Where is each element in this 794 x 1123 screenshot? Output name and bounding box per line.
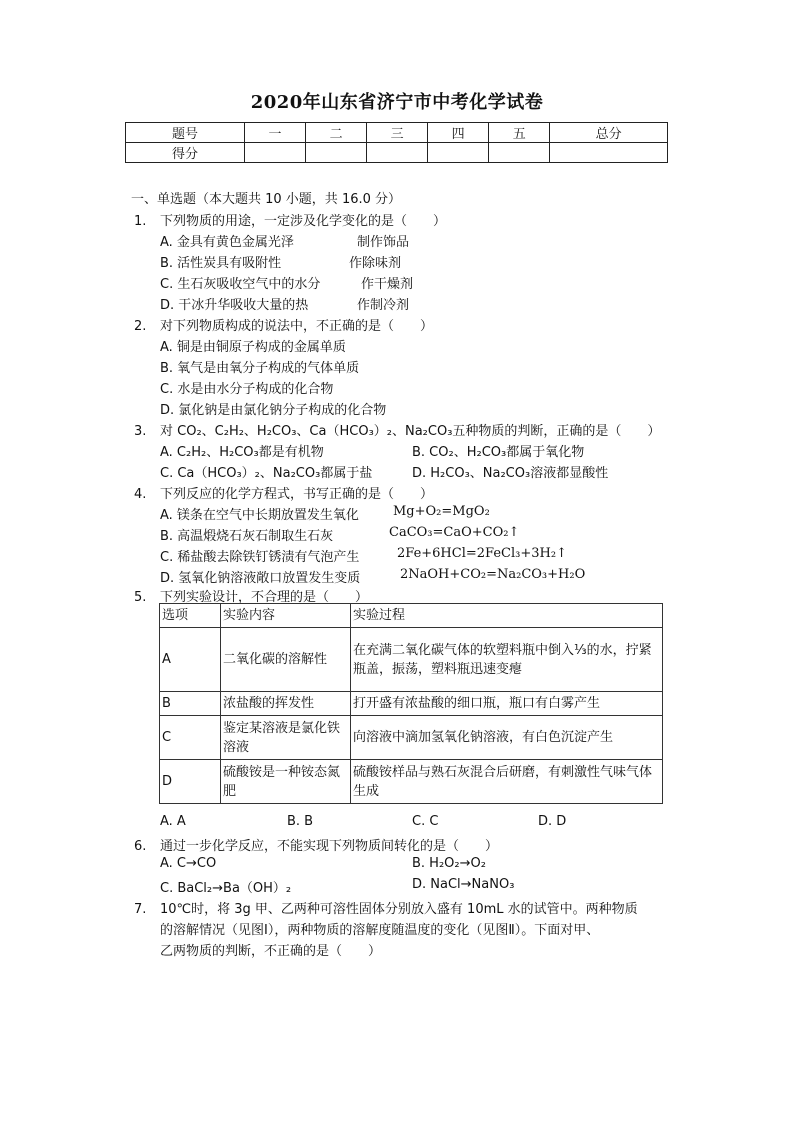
row-option: B — [160, 692, 221, 716]
option-a: A. A — [160, 814, 186, 829]
score-header-cell: 五 — [489, 123, 550, 143]
option-d: D. 干冰升华吸收大量的热 — [160, 298, 309, 313]
option-d: D. D — [538, 814, 567, 829]
table-row — [160, 628, 663, 692]
question-6-stem — [134, 835, 498, 854]
option-c-equation: 2Fe+6HCl=2FeCl₃+3H₂↑ — [397, 546, 567, 561]
option-b: B. 氧气是由氧分子构成的气体单质 — [160, 361, 360, 376]
question-text: 通过一步化学反应，不能实现下列物质间转化的是（ ） — [160, 839, 499, 854]
question-text: 对 CO₂、C₂H₂、H₂CO₃、Ca（HCO₃）₂、Na₂CO₃五种物质的判断，正确的是（ ） — [160, 424, 661, 439]
table-row — [160, 760, 663, 804]
exam-title: 2020年山东省济宁市中考化学试卷 — [250, 92, 544, 113]
experiment-table-header — [160, 604, 663, 628]
table-row — [160, 692, 663, 716]
header-content: 实验内容 — [221, 604, 351, 628]
score-cell — [428, 143, 489, 163]
question-number: 5. — [134, 590, 147, 605]
option-c-use: 作干燥剂 — [361, 277, 414, 292]
row-option: C — [160, 716, 221, 760]
question-text-line: 的溶解情况（见图Ⅰ），两种物质的溶解度随温度的变化（见图Ⅱ）。下面对甲、 — [160, 923, 600, 938]
question-number: 3. — [134, 424, 147, 439]
question-number: 7. — [134, 902, 147, 917]
option-c: C. C — [412, 814, 439, 829]
option-c: C. 生石灰吸收空气中的水分 — [160, 277, 321, 292]
row-process: 向溶液中滴加氢氧化钠溶液，有白色沉淀产生 — [351, 716, 663, 760]
option-b-equation: CaCO₃=CaO+CO₂↑ — [389, 525, 520, 540]
option-a: A. 铜是由铜原子构成的金属单质 — [160, 340, 346, 355]
option-a-equation: Mg+O₂=MgO₂ — [393, 504, 490, 519]
option-d: D. H₂CO₃、Na₂CO₃溶液都显酸性 — [412, 466, 609, 481]
question-number: 6. — [134, 839, 147, 854]
score-table-score-row — [126, 143, 668, 163]
option-d-use: 作制冷剂 — [357, 298, 410, 313]
score-header-cell: 四 — [428, 123, 489, 143]
option-b: B. H₂O₂→O₂ — [412, 856, 486, 871]
option-d: D. NaCl→NaNO₃ — [412, 877, 515, 892]
row-content: 浓盐酸的挥发性 — [221, 692, 351, 716]
question-text: 下列反应的化学方程式，书写正确的是（ ） — [160, 487, 434, 502]
option-d: D. 氯化钠是由氯化钠分子构成的化合物 — [160, 403, 387, 418]
option-b-use: 作除味剂 — [349, 256, 402, 271]
question-number: 2. — [134, 319, 147, 334]
score-row-label: 得分 — [126, 143, 245, 163]
score-cell — [550, 143, 668, 163]
option-c: C. BaCl₂→Ba（OH）₂ — [160, 881, 292, 896]
question-text: 下列实验设计，不合理的是（ ） — [160, 590, 369, 605]
option-d: D. 氢氧化钠溶液敞口放置发生变质 — [160, 571, 361, 586]
question-text-line: 10℃时，将 3g 甲、乙两种可溶性固体分别放入盛有 10mL 水的试管中。两种物质 — [160, 902, 638, 917]
row-process: 在充满二氧化碳气体的软塑料瓶中倒入⅓的水，拧紧瓶盖，振荡，塑料瓶迅速变瘪 — [351, 628, 663, 692]
question-text: 下列物质的用途，一定涉及化学变化的是（ ） — [160, 214, 447, 229]
score-header-cell: 总分 — [550, 123, 668, 143]
option-a: A. 金具有黄色金属光泽 — [160, 235, 294, 250]
option-b: B. B — [287, 814, 314, 829]
option-a-use: 制作饰品 — [357, 235, 410, 250]
question-2-stem — [134, 315, 433, 334]
option-b: B. 高温煅烧石灰石制取生石灰 — [160, 529, 334, 544]
section-heading: 一、单选题（本大题共 10 小题，共 16.0 分） — [131, 192, 402, 207]
row-option: A — [160, 628, 221, 692]
score-header-cell: 一 — [245, 123, 306, 143]
experiment-table — [159, 603, 663, 804]
score-header-cell: 二 — [306, 123, 367, 143]
question-1-stem — [134, 210, 446, 229]
option-b: B. 活性炭具有吸附性 — [160, 256, 282, 271]
question-number: 1. — [134, 214, 147, 229]
option-a: A. C₂H₂、H₂CO₃都是有机物 — [160, 445, 324, 460]
option-c: C. Ca（HCO₃）₂、Na₂CO₃都属于盐 — [160, 466, 373, 481]
question-text: 对下列物质构成的说法中，不正确的是（ ） — [160, 319, 434, 334]
row-process: 硫酸铵样品与熟石灰混合后研磨，有刺激性气味气体生成 — [351, 760, 663, 804]
option-a: A. C→CO — [160, 856, 217, 871]
header-option: 选项 — [160, 604, 221, 628]
score-table-header-row — [126, 123, 668, 143]
row-process: 打开盛有浓盐酸的细口瓶，瓶口有白雾产生 — [351, 692, 663, 716]
score-cell — [245, 143, 306, 163]
score-header-cell: 三 — [367, 123, 428, 143]
option-b: B. CO₂、H₂CO₃都属于氧化物 — [412, 445, 585, 460]
header-process: 实验过程 — [351, 604, 663, 628]
row-content: 鉴定某溶液是氯化铁溶液 — [221, 716, 351, 760]
option-a: A. 镁条在空气中长期放置发生氧化 — [160, 508, 359, 523]
row-option: D — [160, 760, 221, 804]
row-content: 硫酸铵是一种铵态氮肥 — [221, 760, 351, 804]
score-cell — [489, 143, 550, 163]
score-table — [125, 122, 668, 163]
score-cell — [306, 143, 367, 163]
option-c: C. 稀盐酸去除铁钉锈渍有气泡产生 — [160, 550, 360, 565]
question-7-stem — [134, 898, 638, 917]
score-cell — [367, 143, 428, 163]
table-row — [160, 716, 663, 760]
option-c: C. 水是由水分子构成的化合物 — [160, 382, 334, 397]
question-4-stem — [134, 483, 433, 502]
row-content: 二氧化碳的溶解性 — [221, 628, 351, 692]
question-3-stem — [134, 420, 660, 439]
question-number: 4. — [134, 487, 147, 502]
option-d-equation: 2NaOH+CO₂=Na₂CO₃+H₂O — [400, 567, 586, 582]
score-header-cell: 题号 — [126, 123, 245, 143]
question-text-line: 乙两物质的判断，不正确的是（ ） — [160, 944, 382, 959]
